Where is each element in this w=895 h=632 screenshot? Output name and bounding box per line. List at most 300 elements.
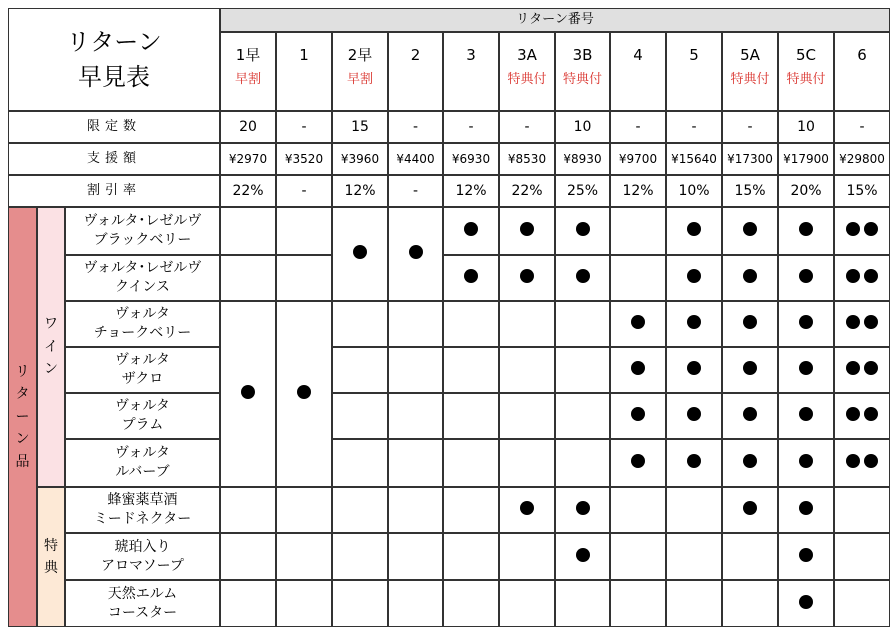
info-cell <box>388 143 443 175</box>
info-cell <box>220 143 276 175</box>
info-cell <box>443 143 499 175</box>
column-header-note: 特典付 <box>786 72 826 88</box>
dot-marker-group <box>239 383 257 405</box>
item-cell <box>555 207 610 255</box>
info-value: 15 <box>351 118 369 135</box>
item-cell <box>388 533 443 580</box>
item-cell <box>778 439 834 487</box>
info-value: - <box>468 118 474 135</box>
item-cell <box>555 533 610 580</box>
dot-marker <box>687 269 701 283</box>
dot-marker-group <box>518 220 536 242</box>
info-cell <box>388 111 443 143</box>
item-cell <box>666 255 722 301</box>
dot-marker-group <box>797 267 815 289</box>
column-header-note: 早割 <box>346 72 373 88</box>
dot-marker <box>631 361 645 375</box>
dot-marker <box>743 454 757 468</box>
category-wine-char: ワ <box>44 316 58 333</box>
item-cell <box>666 487 722 533</box>
item-cell <box>443 487 499 533</box>
column-header-label: 1早 <box>235 46 261 64</box>
item-cell <box>332 533 388 580</box>
dot-marker-group <box>797 359 815 381</box>
item-cell <box>610 487 666 533</box>
column-header-label: 5C <box>795 46 817 64</box>
dot-marker <box>297 385 311 399</box>
column-header-3A <box>499 32 555 111</box>
item-label <box>65 301 220 347</box>
dot-marker-group <box>295 383 313 405</box>
item-cell <box>499 533 555 580</box>
dot-marker-group <box>685 405 703 427</box>
dot-marker-group <box>797 452 815 474</box>
dot-marker-group <box>844 359 880 381</box>
item-label <box>65 207 220 255</box>
column-header-3B <box>555 32 610 111</box>
item-label-line2: クインス <box>115 279 170 295</box>
item-cell <box>499 301 555 347</box>
item-cell <box>666 439 722 487</box>
dot-marker-group <box>844 220 880 242</box>
item-label <box>65 393 220 439</box>
item-cell <box>276 487 332 533</box>
item-cell <box>722 533 778 580</box>
merged-item-cell <box>388 207 443 301</box>
info-value: ¥29800 <box>839 151 885 166</box>
dot-marker <box>799 222 813 236</box>
info-value: 15% <box>734 182 766 199</box>
info-value: 22% <box>232 182 264 199</box>
dot-marker-group <box>462 267 480 289</box>
item-cell <box>443 393 499 439</box>
item-cell <box>388 347 443 393</box>
item-label-line2: アロマソープ <box>101 557 184 574</box>
item-cell <box>610 207 666 255</box>
dot-marker <box>687 315 701 329</box>
info-value: 20 <box>239 118 257 135</box>
item-cell <box>555 255 610 301</box>
item-cell <box>220 487 276 533</box>
dot-marker <box>743 407 757 421</box>
column-header-note: 特典付 <box>562 72 602 88</box>
info-value: - <box>301 118 307 135</box>
item-cell <box>443 580 499 627</box>
item-cell <box>778 301 834 347</box>
item-cell <box>778 487 834 533</box>
dot-marker <box>576 269 590 283</box>
dot-marker <box>846 407 860 421</box>
dot-marker <box>520 269 534 283</box>
item-cell <box>499 255 555 301</box>
item-cell <box>555 487 610 533</box>
item-cell <box>220 580 276 627</box>
item-cell <box>778 255 834 301</box>
dot-marker <box>864 269 878 283</box>
info-cell <box>276 111 332 143</box>
dot-marker <box>687 454 701 468</box>
info-cell <box>220 175 276 207</box>
merged-item-cell <box>276 301 332 487</box>
info-cell <box>778 143 834 175</box>
info-value: - <box>412 182 419 199</box>
dot-marker <box>846 361 860 375</box>
item-cell <box>276 533 332 580</box>
info-cell <box>276 143 332 175</box>
item-label-line1: 蜂蜜薬草酒 <box>107 492 178 509</box>
dot-marker <box>864 454 878 468</box>
row-label-1 <box>8 143 220 175</box>
column-header-label: 5 <box>689 46 699 64</box>
item-label-line2: ブラックベリー <box>93 232 192 248</box>
item-cell <box>220 207 276 255</box>
dot-marker <box>576 501 590 515</box>
dot-marker <box>241 385 255 399</box>
item-cell <box>834 487 890 533</box>
info-cell <box>443 175 499 207</box>
info-value: 10 <box>797 118 815 135</box>
info-cell <box>666 143 722 175</box>
item-label-line1: 琥珀入り <box>114 538 171 555</box>
item-cell <box>722 255 778 301</box>
info-cell <box>666 111 722 143</box>
info-cell <box>722 143 778 175</box>
info-value: ¥4400 <box>396 151 435 166</box>
dot-marker <box>631 407 645 421</box>
dot-marker <box>846 315 860 329</box>
dot-marker-group <box>685 359 703 381</box>
item-cell <box>610 255 666 301</box>
column-header-note: 早割 <box>234 72 261 88</box>
info-value: ¥6930 <box>451 151 491 166</box>
item-cell <box>666 347 722 393</box>
dot-marker-group <box>741 405 759 427</box>
column-header-label: 4 <box>633 46 643 64</box>
item-cell <box>778 347 834 393</box>
info-cell <box>332 143 388 175</box>
item-label <box>65 255 220 301</box>
info-value: 10 <box>573 118 592 135</box>
column-header-3 <box>443 32 499 111</box>
item-cell <box>610 393 666 439</box>
info-cell <box>778 111 834 143</box>
item-label <box>65 533 220 580</box>
category-bonus-char: 典 <box>44 560 58 576</box>
row-label-2 <box>8 175 220 207</box>
dot-marker-group <box>797 499 815 521</box>
column-header-label: 6 <box>857 46 867 64</box>
dot-marker <box>864 407 878 421</box>
item-label <box>65 487 220 533</box>
column-header-2早 <box>332 32 388 111</box>
item-cell <box>666 207 722 255</box>
dot-marker-group <box>629 405 647 427</box>
item-cell <box>332 393 388 439</box>
info-value: ¥3520 <box>284 151 324 166</box>
dot-marker-group <box>741 220 759 242</box>
item-cell <box>666 533 722 580</box>
info-cell <box>499 111 555 143</box>
column-header-note: 特典付 <box>730 72 770 88</box>
dot-marker <box>799 269 813 283</box>
info-cell <box>388 175 443 207</box>
item-cell <box>332 347 388 393</box>
row-label-0 <box>8 111 220 143</box>
dot-marker <box>576 222 590 236</box>
dot-marker-group <box>844 452 880 474</box>
category-wine <box>37 207 65 487</box>
item-label-line1: 天然エルム <box>107 585 178 602</box>
dot-marker-group <box>797 313 815 335</box>
item-label-line2: ルバーブ <box>115 464 170 480</box>
item-cell <box>834 580 890 627</box>
item-label-line1: ヴォルタ <box>115 398 170 415</box>
item-label-line1: ヴォルタ <box>115 306 170 323</box>
item-cell <box>388 439 443 487</box>
item-cell <box>276 207 332 255</box>
info-value: 15% <box>846 182 878 199</box>
dot-marker-group <box>797 405 815 427</box>
dot-marker <box>687 222 701 236</box>
info-cell <box>555 111 610 143</box>
category-returns-char: ー <box>15 408 30 425</box>
item-cell <box>499 580 555 627</box>
dot-marker-group <box>844 267 880 289</box>
dot-marker-group <box>797 593 815 615</box>
item-cell <box>443 533 499 580</box>
info-value: 12% <box>455 182 487 199</box>
info-value: 20% <box>790 182 822 199</box>
info-cell <box>555 175 610 207</box>
column-header-4 <box>610 32 666 111</box>
column-group-label: リターン番号 <box>516 12 594 28</box>
item-cell <box>722 393 778 439</box>
item-cell <box>443 255 499 301</box>
item-cell <box>834 207 890 255</box>
info-cell <box>666 175 722 207</box>
category-bonus-char: 特 <box>44 537 58 554</box>
info-value: - <box>859 118 865 135</box>
info-value: - <box>412 118 419 135</box>
item-cell <box>834 301 890 347</box>
dot-marker <box>799 361 813 375</box>
dot-marker <box>799 501 813 515</box>
dot-marker-group <box>685 452 703 474</box>
dot-marker <box>687 361 701 375</box>
info-cell <box>722 175 778 207</box>
row-label-text: 割引率 <box>86 183 141 199</box>
item-cell <box>722 347 778 393</box>
item-cell <box>722 301 778 347</box>
info-value: 10% <box>678 182 710 199</box>
dot-marker <box>864 361 878 375</box>
column-header-1 <box>276 32 332 111</box>
item-label-line2: プラム <box>121 417 164 433</box>
category-returns-char: リ <box>15 364 30 381</box>
item-label <box>65 580 220 627</box>
row-label-text: 限定数 <box>86 119 141 135</box>
info-cell <box>722 111 778 143</box>
dot-marker <box>631 315 645 329</box>
item-cell <box>388 301 443 347</box>
dot-marker <box>520 222 534 236</box>
dot-marker <box>743 269 757 283</box>
dot-marker-group <box>685 220 703 242</box>
item-cell <box>722 207 778 255</box>
item-label-line2: ミードネクター <box>93 511 192 527</box>
item-cell <box>555 301 610 347</box>
dot-marker <box>799 595 813 609</box>
info-cell <box>332 175 388 207</box>
info-cell <box>834 111 890 143</box>
item-cell <box>276 255 332 301</box>
item-cell <box>610 580 666 627</box>
dot-marker-group <box>741 452 759 474</box>
dot-marker-group <box>574 546 592 568</box>
column-header-5A <box>722 32 778 111</box>
info-cell <box>555 143 610 175</box>
dot-marker-group <box>741 313 759 335</box>
info-value: ¥17900 <box>783 151 829 166</box>
table-title-line: 早見表 <box>78 62 150 91</box>
item-cell <box>443 301 499 347</box>
info-value: 25% <box>566 182 599 199</box>
info-cell <box>778 175 834 207</box>
dot-marker <box>846 222 860 236</box>
dot-marker-group <box>629 452 647 474</box>
item-cell <box>555 580 610 627</box>
item-cell <box>610 301 666 347</box>
dot-marker <box>353 245 367 259</box>
info-value: - <box>747 118 753 135</box>
column-header-2 <box>388 32 443 111</box>
item-cell <box>332 301 388 347</box>
info-value: ¥9700 <box>618 151 658 166</box>
dot-marker <box>799 548 813 562</box>
dot-marker-group <box>574 220 592 242</box>
item-cell <box>834 439 890 487</box>
item-label-line1: ヴォルタ･レゼルヴ <box>83 260 202 277</box>
dot-marker-group <box>407 243 425 265</box>
dot-marker-group <box>629 359 647 381</box>
dot-marker-group <box>844 313 880 335</box>
column-header-label: 5A <box>740 46 760 64</box>
column-header-1早 <box>220 32 276 111</box>
item-cell <box>332 580 388 627</box>
info-cell <box>610 143 666 175</box>
dot-marker <box>631 454 645 468</box>
item-label-line1: ヴォルタ <box>115 352 170 369</box>
item-cell <box>220 255 276 301</box>
dot-marker-group <box>574 499 592 521</box>
dot-marker-group <box>741 359 759 381</box>
item-cell <box>220 533 276 580</box>
item-cell <box>610 439 666 487</box>
category-returns <box>8 207 37 627</box>
item-cell <box>388 487 443 533</box>
item-cell <box>834 533 890 580</box>
dot-marker <box>687 407 701 421</box>
info-value: ¥15640 <box>671 151 717 166</box>
item-label-line1: ヴォルタ･レゼルヴ <box>83 213 202 230</box>
info-cell <box>220 111 276 143</box>
item-cell <box>555 347 610 393</box>
category-returns-char: 品 <box>15 453 30 470</box>
info-cell <box>834 143 890 175</box>
info-value: 22% <box>511 182 543 199</box>
item-cell <box>834 347 890 393</box>
merged-item-cell <box>220 301 276 487</box>
item-cell <box>778 207 834 255</box>
category-returns-char: タ <box>15 386 30 403</box>
item-label <box>65 347 220 393</box>
column-group-header <box>220 8 890 32</box>
dot-marker <box>799 407 813 421</box>
dot-marker-group <box>685 267 703 289</box>
item-cell <box>276 580 332 627</box>
dot-marker-group <box>797 220 815 242</box>
info-value: 12% <box>344 182 376 199</box>
info-cell <box>276 175 332 207</box>
item-cell <box>834 255 890 301</box>
dot-marker-group <box>844 405 880 427</box>
info-cell <box>834 175 890 207</box>
dot-marker-group <box>574 267 592 289</box>
item-cell <box>499 347 555 393</box>
info-value: - <box>635 118 641 135</box>
info-value: - <box>524 118 530 135</box>
dot-marker <box>576 548 590 562</box>
item-cell <box>778 580 834 627</box>
table-title-line: リターン <box>66 27 162 56</box>
row-label-text: 支援額 <box>86 151 141 167</box>
item-cell <box>666 393 722 439</box>
info-value: ¥8530 <box>507 151 547 166</box>
dot-marker <box>864 222 878 236</box>
item-cell <box>610 533 666 580</box>
dot-marker <box>743 501 757 515</box>
column-header-6 <box>834 32 890 111</box>
dot-marker <box>846 269 860 283</box>
category-wine-char: ン <box>44 361 58 378</box>
item-cell <box>666 580 722 627</box>
column-header-label: 3A <box>517 46 537 64</box>
info-value: ¥8930 <box>563 151 602 166</box>
merged-item-cell <box>332 207 388 301</box>
item-cell <box>332 439 388 487</box>
dot-marker-group <box>685 313 703 335</box>
dot-marker <box>743 222 757 236</box>
info-value: - <box>691 118 697 135</box>
category-wine-char: イ <box>44 338 58 355</box>
dot-marker <box>409 245 423 259</box>
item-cell <box>332 487 388 533</box>
dot-marker-group <box>518 267 536 289</box>
info-cell <box>499 143 555 175</box>
info-value: ¥3960 <box>340 151 380 166</box>
category-returns-char: ン <box>15 431 30 448</box>
item-cell <box>610 347 666 393</box>
item-label-line2: コースター <box>107 604 178 621</box>
category-bonus <box>37 487 65 627</box>
item-label-line1: ヴォルタ <box>115 445 170 462</box>
item-cell <box>666 301 722 347</box>
column-header-label: 1 <box>299 46 309 64</box>
item-cell <box>443 347 499 393</box>
dot-marker <box>799 454 813 468</box>
item-cell <box>778 393 834 439</box>
column-header-5 <box>666 32 722 111</box>
